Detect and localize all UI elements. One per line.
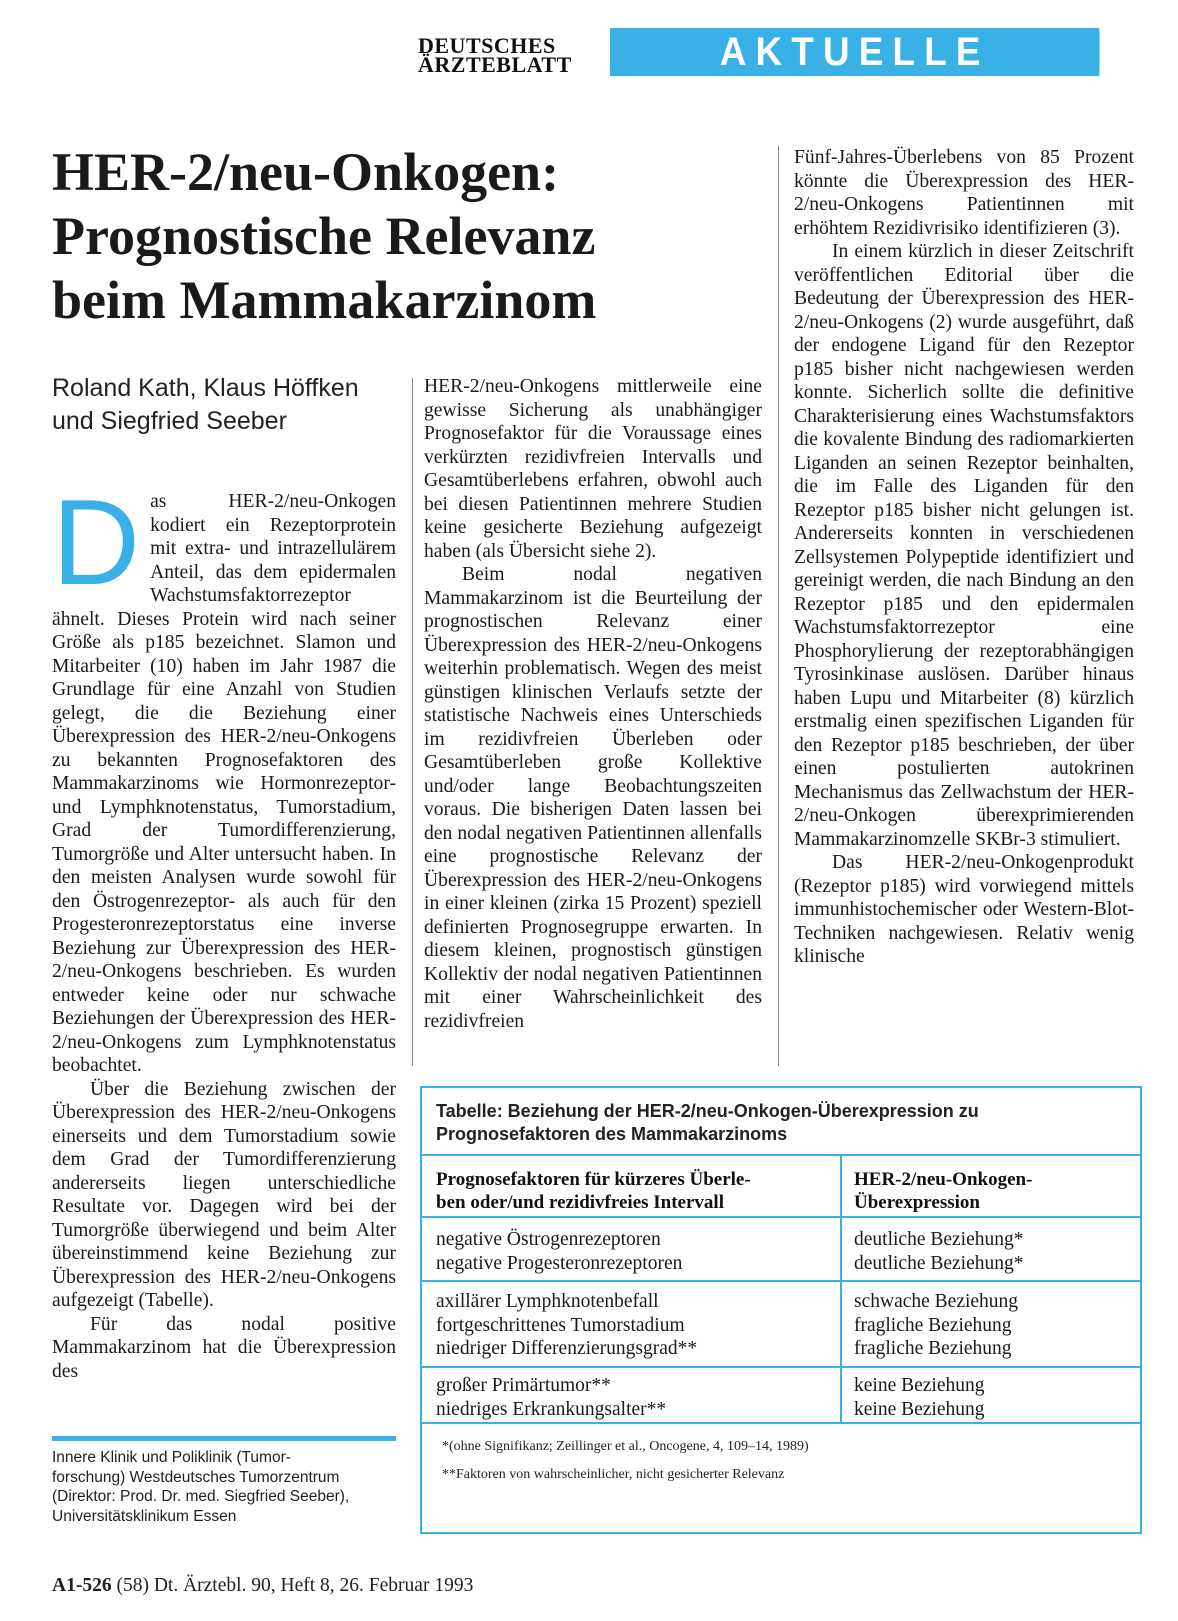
- table-cell-line: negative Progesteronrezeptoren: [436, 1252, 683, 1274]
- author-affiliation: [52, 1448, 402, 1526]
- affiliation-line: Innere Klinik und Poliklinik (Tumor-: [52, 1449, 291, 1466]
- title-line: HER-2/neu-Onkogen:: [52, 142, 560, 202]
- table-row-2-relation: [854, 1290, 1018, 1361]
- table-rule: [422, 1280, 1140, 1282]
- table-cell-line: keine Beziehung: [854, 1375, 985, 1396]
- body-column-3: [794, 146, 1134, 969]
- table-cell-line: fragliche Beziehung: [854, 1338, 1012, 1359]
- table-footnote-1: *(ohne Signifikanz; Zeillinger et al., Oncogene, 4, 109–14, 1989): [442, 1439, 809, 1454]
- paragraph: Über die Beziehung zwischen der Überexpression des HER-2/neu-Onkogens einerseits und dem Tumorstadium sowie dem Grad der Tumordifferenzierung andererseits liegen unterschiedliche Resultate vor. Dagegen wird bei der Tumorgröße überwiegend und beim Alter übereinstimmend keine Beziehung zur Überexpression des HER-2/neu-Onkogens aufgezeigt (Tabelle).: [52, 1078, 396, 1311]
- authors-line: und Siegfried Seeber: [52, 407, 287, 435]
- header-line: ben oder/und rezidivfreies Intervall: [436, 1192, 724, 1213]
- table-cell-line: negative Östrogenrezeptoren: [436, 1229, 661, 1250]
- header-line: Prognosefaktoren für kürzeres Überle-: [436, 1169, 751, 1190]
- table-row-1-factors: [436, 1228, 682, 1275]
- table-cell-line: deutliche Beziehung*: [854, 1252, 1024, 1274]
- table-cell-line: fortgeschrittenes Tumorstadium: [436, 1314, 685, 1336]
- table-header-left: [436, 1168, 826, 1214]
- affiliation-accent-bar: [52, 1436, 396, 1441]
- table-cell-line: keine Beziehung: [854, 1398, 985, 1420]
- table-cell-line: axillärer Lymphknotenbefall: [436, 1291, 659, 1312]
- table-row-2-factors: [436, 1290, 697, 1361]
- body-column-2: [424, 375, 762, 1033]
- title-line: Prognostische Relevanz: [52, 206, 596, 266]
- paragraph: Für das nodal positive Mammakarzinom hat die Überexpression des: [52, 1313, 396, 1382]
- affiliation-line: Universitätsklinikum Essen: [52, 1507, 237, 1525]
- table-row-3-factors: [436, 1374, 666, 1421]
- table-rule: [422, 1154, 1140, 1156]
- caption-line: Tabelle: Beziehung der HER-2/neu-Onkogen-Überexpression zu: [436, 1101, 979, 1121]
- table-rule: [422, 1216, 1140, 1218]
- page-footer: [52, 1574, 652, 1598]
- body-column-1: [52, 474, 396, 1383]
- header-line: Überexpression: [854, 1192, 980, 1213]
- table-rule: [422, 1366, 1140, 1368]
- column-divider: [778, 146, 779, 1066]
- header-line: HER-2/neu-Onkogen-: [854, 1169, 1033, 1190]
- logo-line-1: DEUTSCHES: [418, 33, 556, 58]
- table-column-rule: [840, 1154, 842, 1422]
- authors-line: Roland Kath, Klaus Höffken: [52, 374, 359, 402]
- table-cell-line: schwache Beziehung: [854, 1291, 1019, 1312]
- paragraph-text: as HER-2/neu-Onkogen kodiert ein Rezeptorprotein mit extra- und intrazellulärem Anteil, das dem epidermalen Wachstumsfaktorrezeptor ähnelt. Dieses Protein wird nach seiner Größe als p185 bezeichnet. Slamon und Mitarbeiter (10) haben im Jahr 1987 die Grundlage für eine Anzahl von Studien gelegt, die die Beziehung einer Überexpression des HER-2/neu-Onkogens zu bekannten Prognosefaktoren des Mammakarzinoms wie Hormonrezeptor- und Lymphknotenstatus, Tumorstadium, Grad der Tumordifferenzierung, Tumorgröße und Alter untersucht haben. In den meisten Analysen wurde sowohl für den Östrogenrezeptor- als auch für den Progesteronrezeptorstatus eine inverse Beziehung zur Überexpression des HER-2/neu-Onkogens beschrieben. Es wurden entweder keine oder nur schwache Beziehungen der Überexpression des HER-2/neu-Onkogens zum Lymphknotenstatus beobachtet.: [52, 491, 396, 1076]
- table-cell-line: deutliche Beziehung*: [854, 1229, 1024, 1250]
- paragraph: [52, 474, 396, 1078]
- caption-line: Prognosefaktoren des Mammakarzinoms: [436, 1124, 788, 1144]
- table-row-3-relation: [854, 1374, 985, 1421]
- prognosis-table: [420, 1086, 1142, 1534]
- table-cell-line: fragliche Beziehung: [854, 1314, 1012, 1336]
- table-footnote-2: **Faktoren von wahrscheinlicher, nicht gesicherter Relevanz: [442, 1467, 785, 1482]
- title-line: beim Mammakarzinom: [52, 270, 597, 330]
- citation: (58) Dt. Ärztebl. 90, Heft 8, 26. Februar 1993: [116, 1575, 474, 1596]
- paragraph: In einem kürzlich in dieser Zeitschrift veröffentlichen Editorial über die Bedeutung der Überexpression des HER-2/neu-Onkogens (2) wurde ausgeführt, daß der endogene Ligand für den Rezeptor p185 bisher nicht nachgewiesen werden konnte. Sicherlich sollte die definitive Charakterisierung eines Wachstumsfaktors die kovalente Bindung des radiomarkierten Liganden an seinen Rezeptor beinhalten, die im Falle des Liganden für den Rezeptor p185 bisher nicht gelungen ist. Andererseits konnten in verschiedenen Zellsystemen Polypeptide identifiziert und gereinigt werden, die nach Bindung an den Rezeptor p185 und den epidermalen Wachstumsfaktorrezeptor eine Phosphorylierung der rezeptorabhängigen Tyrosinkinase auslösen. Darüber hinaus haben Lupu und Mitarbeiter (8) kürzlich erstmalig einen spezifischen Liganden für den Rezeptor p185 beschrieben, der über einen postulierten autokrinen Mechanismus das Zellwachstum der HER-2/neu-Onkogen überexprimierenden Mammakarzinomzelle SKBr-3 stimuliert.: [794, 241, 1134, 850]
- column-divider: [412, 378, 413, 1066]
- paragraph: Fünf-Jahres-Überlebens von 85 Prozent könnte die Überexpression des HER-2/neu-Onkogens Patientinnen mit erhöhtem Rezidivrisiko identifizieren (3).: [794, 147, 1134, 239]
- table-header-right: [854, 1168, 1134, 1214]
- paragraph: HER-2/neu-Onkogens mittlerweile eine gewisse Sicherung als unabhängiger Prognosefaktor für die Voraussage eines verkürzten rezidivfreien Intervalls und Gesamtüberlebens erfahren, obwohl auch bei diesen Patientinnen mehrere Studien keine gesicherte Beziehung aufgezeigt haben (als Übersicht siehe 2).: [424, 376, 762, 562]
- affiliation-line: (Direktor: Prod. Dr. med. Siegfried Seeber),: [52, 1488, 350, 1505]
- publication-logo: [418, 33, 590, 77]
- affiliation-line: forschung) Westdeutsches Tumorzentrum: [52, 1468, 340, 1486]
- paragraph: Beim nodal negativen Mammakarzinom ist die Beurteilung der prognostischen Relevanz einer Überexpression des HER-2/neu-Onkogens weiterhin problematisch. Wegen des meist günstigen klinischen Verlaufs setzte der statistische Nachweis eines Unterschieds im rezidivfreien Überleben oder Gesamtüberleben große Kollektive und/oder lange Beobachtungszeiten voraus. Die bisherigen Daten lassen bei den nodal negativen Patientinnen allenfalls eine prognostische Relevanz der Überexpression des HER-2/neu-Onkogens in einer kleinen (zirka 15 Prozent) speziell definierten Prognosegruppe erwarten. In diesem kleinen, prognostisch günstigen Kollektiv der nodal negativen Patientinnen mit einer Wahrscheinlichkeit des rezidivfreien: [424, 564, 762, 1032]
- section-banner: AKTUELLE MEDIZIN: [610, 28, 1099, 76]
- table-caption: [436, 1100, 1126, 1146]
- table-cell-line: niedriges Erkrankungsalter**: [436, 1398, 667, 1420]
- drop-cap: D: [52, 474, 141, 610]
- paragraph: Das HER-2/neu-Onkogenprodukt (Rezeptor p185) wird vorwiegend mittels immunhistochemischer oder Western-Blot-Techniken nachgewiesen. Relativ wenig klinische: [794, 852, 1134, 967]
- page-code: A1-526: [52, 1575, 112, 1596]
- logo-line-2: ÄRZTEBLATT: [418, 52, 572, 77]
- table-rule: [422, 1422, 1140, 1424]
- table-cell-line: großer Primärtumor**: [436, 1375, 611, 1396]
- article-authors: [52, 372, 412, 438]
- table-row-1-relation: [854, 1228, 1023, 1275]
- table-cell-line: niedriger Differenzierungsgrad**: [436, 1338, 698, 1359]
- article-title: [52, 140, 782, 332]
